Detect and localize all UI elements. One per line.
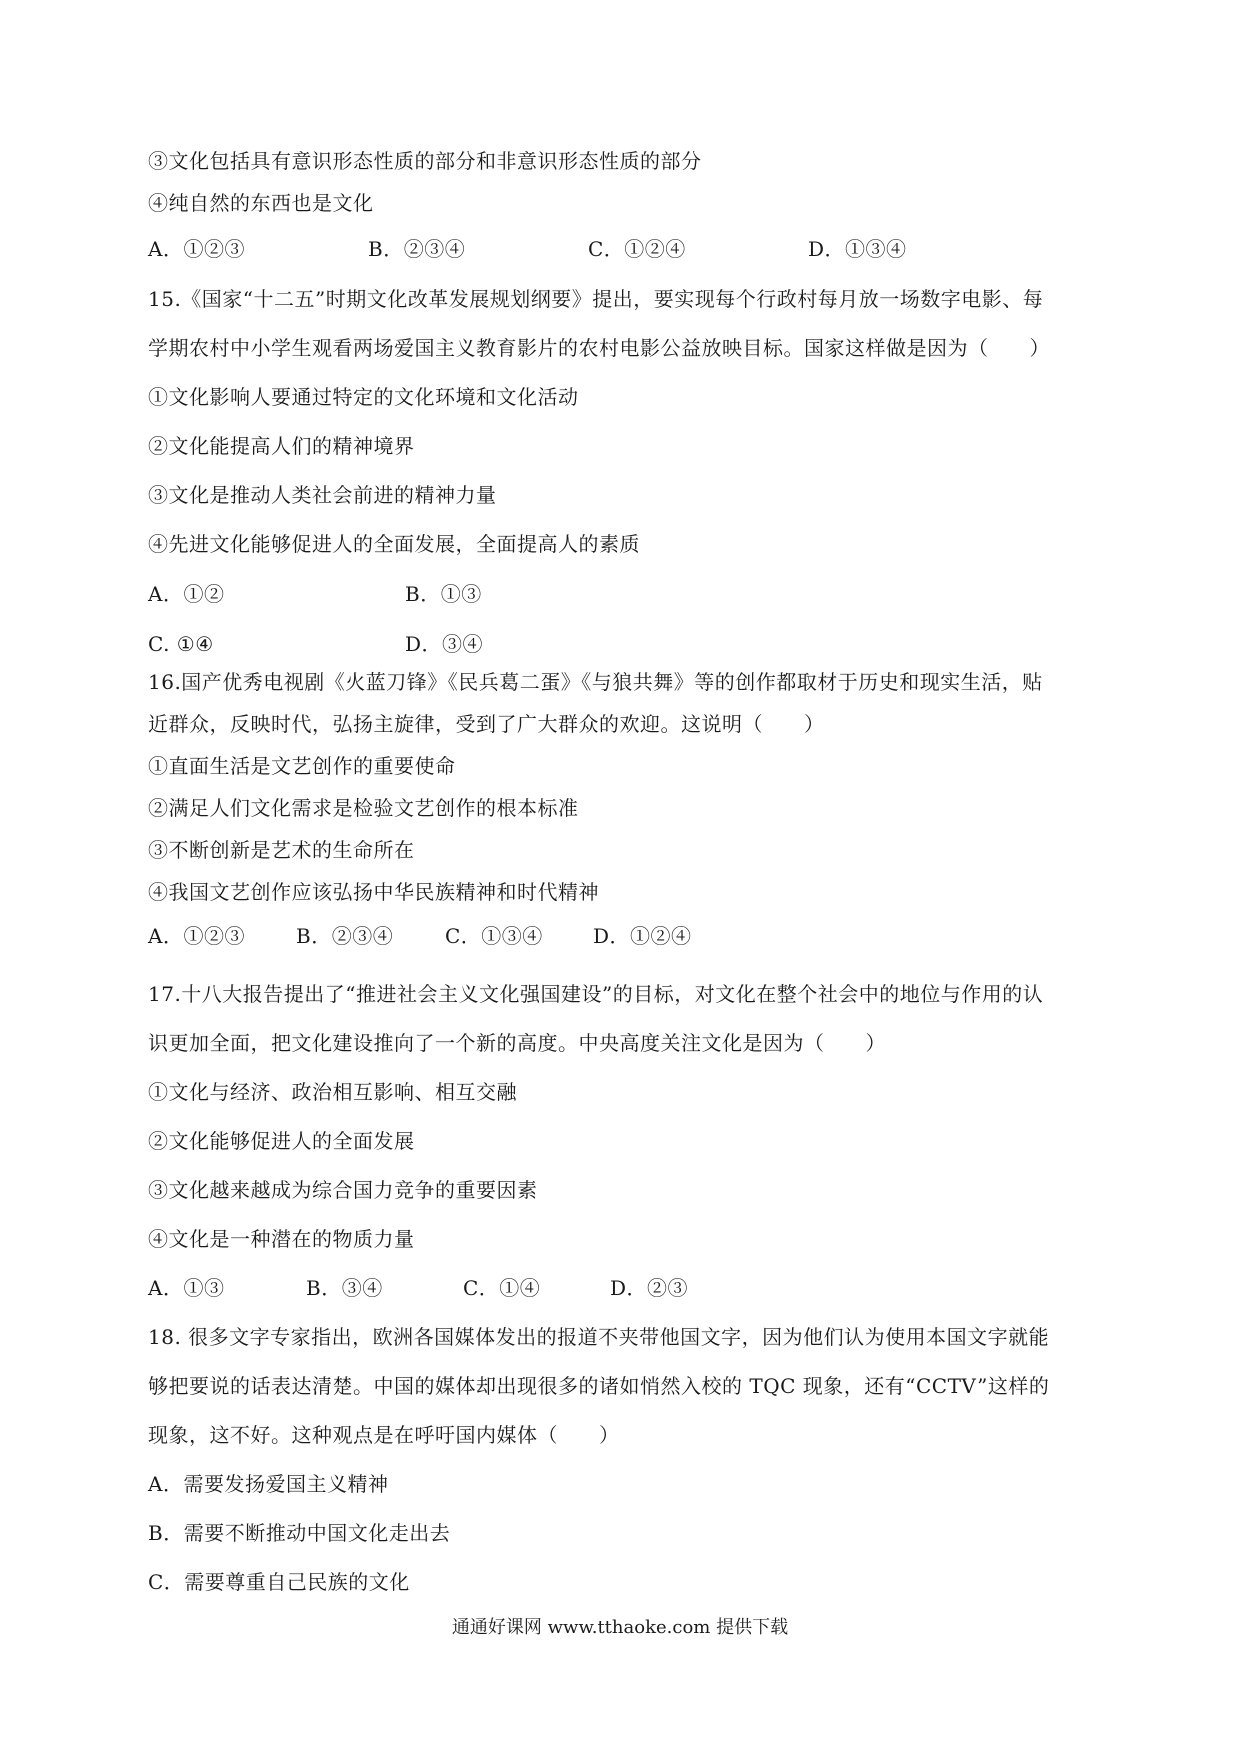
q15-statement-4: ④先进文化能够促进人的全面发展，全面提高人的素质 (148, 532, 640, 556)
q17-option-b: B．③④ (306, 1276, 383, 1300)
q16-statement-1: ①直面生活是文艺创作的重要使命 (148, 754, 456, 778)
q18-stem-line3: 现象，这不好。这种观点是在呼吁国内媒体（ ） (148, 1423, 620, 1447)
q18-option-b: B．需要不断推动中国文化走出去 (148, 1521, 451, 1545)
q17-stem-line2: 识更加全面，把文化建设推向了一个新的高度。中央高度关注文化是因为（ ） (148, 1031, 886, 1055)
q14-option-b: B．②③④ (368, 237, 466, 261)
q18-stem-line2: 够把要说的话表达清楚。中国的媒体却出现很多的诸如悄然入校的 TQC 现象，还有“CCTV”这样的 (148, 1374, 1050, 1398)
q15-stem-line2: 学期农村中小学生观看两场爱国主义教育影片的农村电影公益放映目标。国家这样做是因为（ ） (148, 336, 1050, 360)
q17-statement-3: ③文化越来越成为综合国力竞争的重要因素 (148, 1178, 538, 1202)
q16-option-d: D．①②④ (593, 924, 692, 948)
q16-stem-line2: 近群众，反映时代，弘扬主旋律，受到了广大群众的欢迎。这说明（ ） (148, 712, 825, 736)
q17-statement-4: ④文化是一种潜在的物质力量 (148, 1227, 415, 1251)
q15-statement-2: ②文化能提高人们的精神境界 (148, 434, 415, 458)
q17-option-d: D．②③ (610, 1276, 689, 1300)
q14-statement-4: ④纯自然的东西也是文化 (148, 191, 374, 215)
q15-option-b: B．①③ (405, 582, 482, 606)
q16-option-b: B．②③④ (296, 924, 394, 948)
q17-option-a: A．①③ (148, 1276, 225, 1300)
q15-option-c: C. ①④ (148, 632, 214, 656)
q15-statement-1: ①文化影响人要通过特定的文化环境和文化活动 (148, 385, 579, 409)
q15-option-a: A．①② (148, 582, 225, 606)
q15-statement-3: ③文化是推动人类社会前进的精神力量 (148, 483, 497, 507)
q18-option-c: C．需要尊重自己民族的文化 (148, 1570, 410, 1594)
q15-stem-line1: 15.《国家“十二五”时期文化改革发展规划纲要》提出，要实现每个行政村每月放一场数字电影、每 (148, 287, 1044, 311)
page-footer: 通通好课网 www.tthaoke.com 提供下载 (451, 1617, 789, 1638)
q17-stem-line1: 17.十八大报告提出了“推进社会主义文化强国建设”的目标，对文化在整个社会中的地位与作用的认 (148, 982, 1044, 1006)
q18-option-a: A．需要发扬爱国主义精神 (148, 1472, 389, 1496)
q16-stem-line1: 16.国产优秀电视剧《火蓝刀锋》《民兵葛二蛋》《与狼共舞》等的创作都取材于历史和现实生活，贴 (148, 670, 1043, 694)
q18-stem-line1: 18. 很多文字专家指出，欧洲各国媒体发出的报道不夹带他国文字，因为他们认为使用本国文字就能 (148, 1325, 1050, 1349)
q16-statement-3: ③不断创新是艺术的生命所在 (148, 838, 415, 862)
q16-option-c: C．①③④ (445, 924, 543, 948)
q14-statement-3: ③文化包括具有意识形态性质的部分和非意识形态性质的部分 (148, 149, 702, 173)
q16-statement-2: ②满足人们文化需求是检验文艺创作的根本标准 (148, 796, 579, 820)
q17-statement-1: ①文化与经济、政治相互影响、相互交融 (148, 1080, 517, 1104)
q16-option-a: A．①②③ (148, 924, 245, 948)
q16-statement-4: ④我国文艺创作应该弘扬中华民族精神和时代精神 (148, 880, 599, 904)
q17-statement-2: ②文化能够促进人的全面发展 (148, 1129, 415, 1153)
q17-option-c: C．①④ (463, 1276, 541, 1300)
q15-option-d: D．③④ (405, 632, 484, 656)
q14-option-a: A．①②③ (148, 237, 245, 261)
q14-option-c: C．①②④ (588, 237, 686, 261)
q14-option-d: D．①③④ (808, 237, 907, 261)
